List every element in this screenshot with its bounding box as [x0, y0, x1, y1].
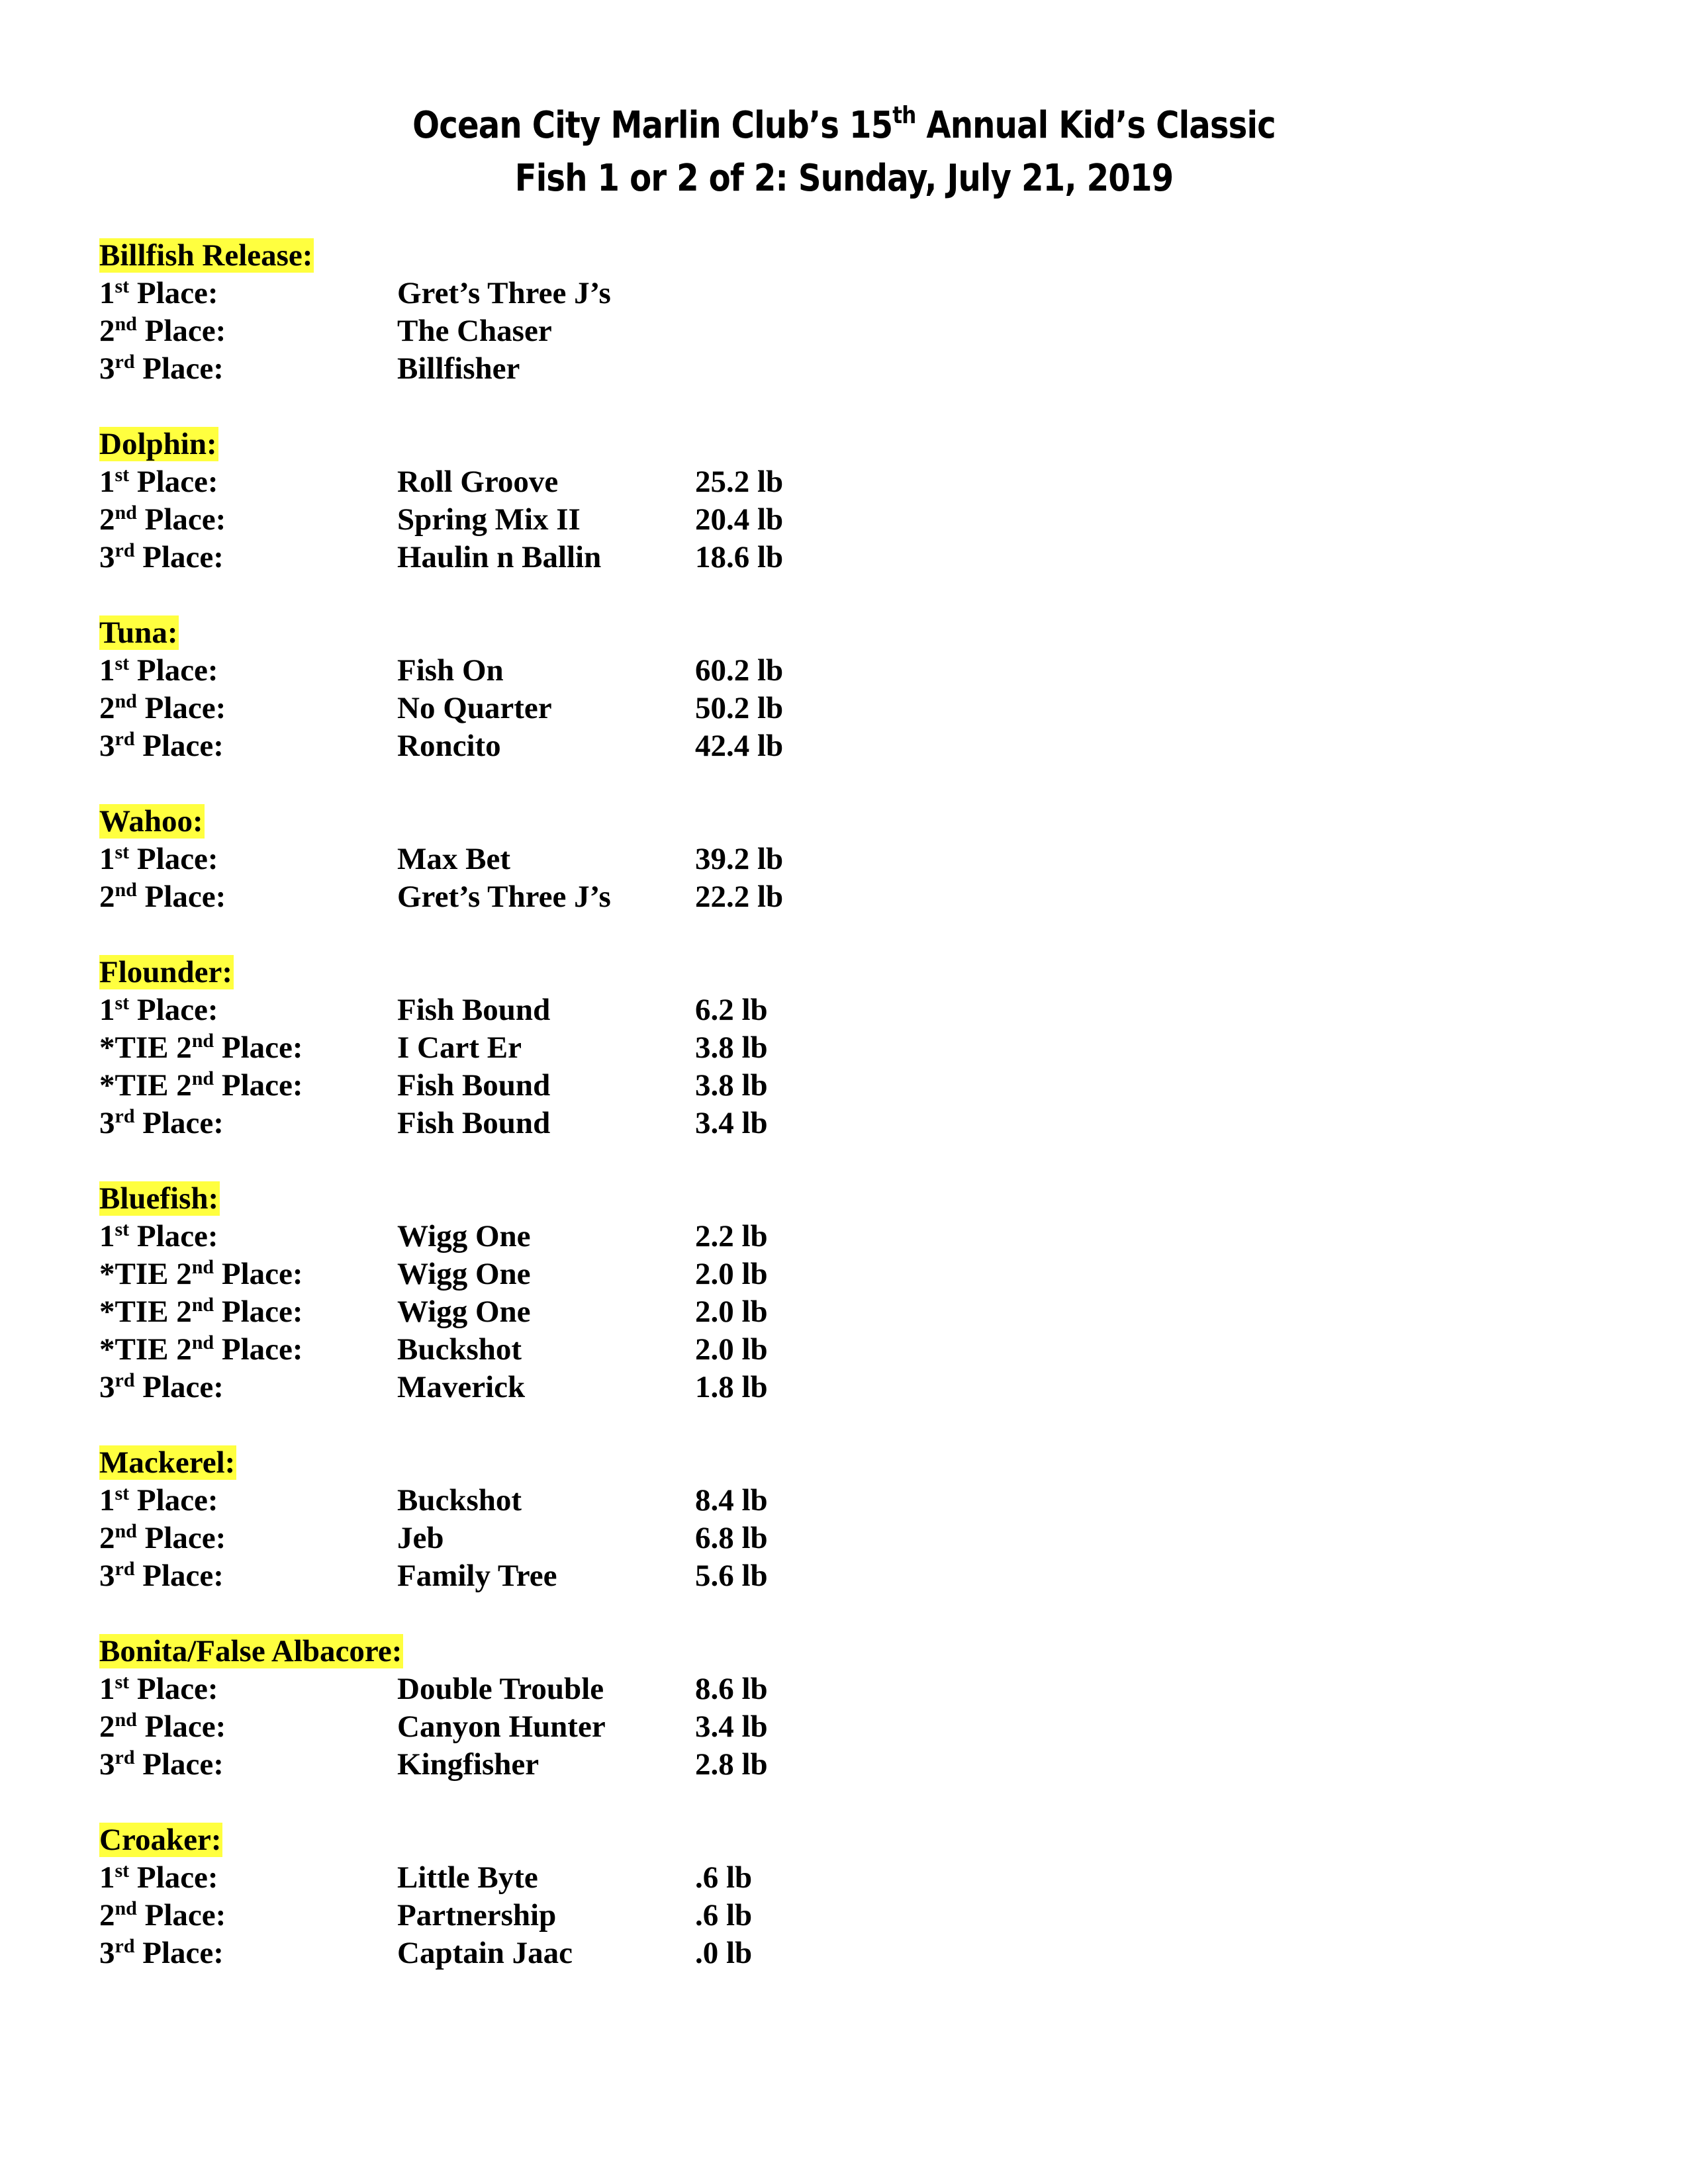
- place-suffix: Place:: [136, 880, 226, 914]
- boat-name: Jeb: [397, 1521, 444, 1555]
- fish-weight: 2.0 lb: [695, 1332, 768, 1367]
- category-section: [99, 426, 1589, 576]
- boat-name: Partnership: [397, 1898, 557, 1933]
- fish-weight: 22.2 lb: [695, 880, 784, 914]
- place-number: 1: [99, 1219, 115, 1253]
- category-name: Bonita/False Albacore:: [99, 1634, 402, 1668]
- fish-weight: 2.0 lb: [695, 1295, 768, 1329]
- page-title: [118, 99, 1570, 152]
- place-number: 2: [99, 691, 115, 725]
- place-suffix: Place:: [134, 540, 224, 574]
- category-section: [99, 803, 1589, 916]
- fish-weight: 5.6 lb: [695, 1559, 768, 1593]
- result-row: [99, 1557, 1589, 1595]
- place-label: [99, 1670, 218, 1708]
- result-row: [99, 1255, 1589, 1293]
- place-ordinal: nd: [115, 1897, 137, 1919]
- result-row: [99, 1482, 1589, 1520]
- boat-name: Max Bet: [397, 842, 510, 876]
- boat-name: No Quarter: [397, 691, 552, 725]
- place-number: 2: [99, 1709, 115, 1744]
- category-section: [99, 237, 1589, 388]
- result-row: [99, 1331, 1589, 1369]
- place-number: 1: [99, 276, 115, 310]
- boat-name: Fish Bound: [397, 993, 551, 1027]
- place-label: [99, 1859, 218, 1897]
- place-suffix: Place:: [134, 1559, 224, 1593]
- result-row: [99, 1708, 1589, 1746]
- result-row: [99, 1067, 1589, 1105]
- place-label: [99, 463, 218, 501]
- place-suffix: Place:: [134, 351, 224, 386]
- category-section: [99, 1180, 1589, 1406]
- place-suffix: Place:: [134, 729, 224, 763]
- title-ordinal-suffix: th: [892, 102, 916, 129]
- fish-weight: .6 lb: [695, 1860, 753, 1895]
- category-name: Croaker:: [99, 1823, 222, 1857]
- boat-name: Family Tree: [397, 1559, 557, 1593]
- place-label: [99, 350, 224, 388]
- result-row: [99, 539, 1589, 576]
- result-row: [99, 312, 1589, 350]
- fish-weight: 42.4 lb: [695, 729, 784, 763]
- result-row: [99, 1934, 1589, 1972]
- place-number: 2: [99, 1521, 115, 1555]
- place-ordinal: rd: [115, 351, 135, 373]
- place-ordinal: rd: [115, 1747, 135, 1768]
- place-number: 2: [176, 1030, 192, 1065]
- boat-name: Buckshot: [397, 1332, 522, 1367]
- boat-name: I Cart Er: [397, 1030, 522, 1065]
- place-suffix: Place:: [136, 314, 226, 348]
- place-ordinal: nd: [115, 879, 137, 901]
- fish-weight: .0 lb: [695, 1936, 753, 1970]
- boat-name: Billfisher: [397, 351, 520, 386]
- boat-name: Wigg One: [397, 1295, 531, 1329]
- place-suffix: Place:: [129, 1672, 218, 1706]
- place-suffix: Place:: [129, 1219, 218, 1253]
- place-ordinal: rd: [115, 1369, 135, 1391]
- place-ordinal: nd: [115, 690, 137, 712]
- result-row: [99, 841, 1589, 878]
- place-label: [99, 1520, 226, 1557]
- category-heading: [99, 803, 1589, 841]
- place-number: 3: [99, 1936, 115, 1970]
- fish-weight: 39.2 lb: [695, 842, 784, 876]
- place-number: 2: [99, 502, 115, 537]
- place-number: 1: [99, 465, 115, 499]
- result-row: [99, 727, 1589, 765]
- result-row: [99, 501, 1589, 539]
- fish-weight: 6.8 lb: [695, 1521, 768, 1555]
- place-number: 1: [99, 1672, 115, 1706]
- place-suffix: Place:: [129, 842, 218, 876]
- fish-weight: 2.8 lb: [695, 1747, 768, 1782]
- place-label: [99, 1934, 224, 1972]
- category-heading: [99, 426, 1589, 463]
- place-ordinal: rd: [115, 728, 135, 750]
- category-name: Mackerel:: [99, 1445, 236, 1480]
- boat-name: The Chaser: [397, 314, 552, 348]
- place-suffix: Place:: [134, 1370, 224, 1404]
- place-label: [99, 539, 224, 576]
- place-prefix: *TIE: [99, 1068, 177, 1103]
- place-suffix: Place:: [136, 691, 226, 725]
- place-suffix: Place:: [214, 1295, 303, 1329]
- result-row: [99, 690, 1589, 727]
- boat-name: Captain Jaac: [397, 1936, 573, 1970]
- title-line1-rest: Annual Kid’s Classic: [915, 104, 1276, 147]
- category-section: [99, 614, 1589, 765]
- boat-name: Gret’s Three J’s: [397, 276, 611, 310]
- place-label: [99, 727, 224, 765]
- place-number: 2: [99, 314, 115, 348]
- place-suffix: Place:: [136, 1898, 226, 1933]
- result-row: [99, 1859, 1589, 1897]
- place-ordinal: rd: [115, 1105, 135, 1127]
- result-row: [99, 463, 1589, 501]
- place-ordinal: st: [115, 1671, 130, 1693]
- place-label: [99, 1482, 218, 1520]
- place-label: [99, 991, 218, 1029]
- boat-name: Roncito: [397, 729, 501, 763]
- place-number: 3: [99, 1370, 115, 1404]
- place-suffix: Place:: [134, 1106, 224, 1140]
- place-ordinal: nd: [115, 1520, 137, 1542]
- place-prefix: *TIE: [99, 1257, 177, 1291]
- result-row: [99, 1897, 1589, 1934]
- place-number: 2: [176, 1295, 192, 1329]
- place-suffix: Place:: [214, 1068, 303, 1103]
- place-ordinal: nd: [191, 1332, 214, 1353]
- place-label: [99, 312, 226, 350]
- fish-weight: 3.4 lb: [695, 1106, 768, 1140]
- result-row: [99, 1293, 1589, 1331]
- fish-weight: 8.6 lb: [695, 1672, 768, 1706]
- place-number: 3: [99, 1106, 115, 1140]
- fish-weight: 3.4 lb: [695, 1709, 768, 1744]
- place-label: [99, 1557, 224, 1595]
- place-label: [99, 841, 218, 878]
- place-suffix: Place:: [136, 502, 226, 537]
- place-ordinal: st: [115, 1218, 130, 1240]
- place-ordinal: nd: [191, 1294, 214, 1316]
- place-ordinal: nd: [115, 313, 137, 335]
- boat-name: Wigg One: [397, 1257, 531, 1291]
- place-label: [99, 1331, 303, 1369]
- result-row: [99, 1520, 1589, 1557]
- place-ordinal: nd: [191, 1068, 214, 1089]
- place-prefix: *TIE: [99, 1295, 177, 1329]
- place-number: 2: [99, 1898, 115, 1933]
- fish-weight: .6 lb: [695, 1898, 753, 1933]
- fish-weight: 3.8 lb: [695, 1068, 768, 1103]
- place-ordinal: nd: [115, 1709, 137, 1731]
- place-label: [99, 1067, 303, 1105]
- place-ordinal: st: [115, 841, 130, 863]
- place-suffix: Place:: [129, 1483, 218, 1518]
- result-row: [99, 350, 1589, 388]
- place-suffix: Place:: [214, 1332, 303, 1367]
- place-number: 1: [99, 653, 115, 688]
- boat-name: Spring Mix II: [397, 502, 581, 537]
- place-suffix: Place:: [129, 276, 218, 310]
- place-suffix: Place:: [129, 465, 218, 499]
- place-number: 3: [99, 1559, 115, 1593]
- place-label: [99, 1369, 224, 1406]
- place-ordinal: rd: [115, 539, 135, 561]
- place-label: [99, 1746, 224, 1784]
- category-section: [99, 1821, 1589, 1972]
- result-row: [99, 991, 1589, 1029]
- place-ordinal: rd: [115, 1558, 135, 1580]
- place-ordinal: st: [115, 275, 130, 297]
- category-name: Bluefish:: [99, 1181, 219, 1216]
- place-suffix: Place:: [134, 1936, 224, 1970]
- place-number: 1: [99, 1483, 115, 1518]
- fish-weight: 8.4 lb: [695, 1483, 768, 1518]
- result-row: [99, 1670, 1589, 1708]
- fish-weight: 18.6 lb: [695, 540, 784, 574]
- place-number: 2: [176, 1257, 192, 1291]
- boat-name: Fish Bound: [397, 1106, 551, 1140]
- place-suffix: Place:: [129, 993, 218, 1027]
- category-name: Wahoo:: [99, 804, 203, 839]
- boat-name: Gret’s Three J’s: [397, 880, 611, 914]
- category-heading: [99, 1821, 1589, 1859]
- place-suffix: Place:: [129, 653, 218, 688]
- place-label: [99, 1029, 303, 1067]
- boat-name: Roll Groove: [397, 465, 559, 499]
- category-section: [99, 1444, 1589, 1595]
- page-subtitle: Fish 1 or 2 of 2: Sunday, July 21, 2019: [514, 157, 1174, 200]
- category-section: [99, 954, 1589, 1142]
- place-ordinal: nd: [191, 1256, 214, 1278]
- place-label: [99, 1255, 303, 1293]
- place-ordinal: st: [115, 992, 130, 1014]
- result-row: [99, 1218, 1589, 1255]
- place-ordinal: nd: [115, 502, 137, 523]
- place-number: 2: [99, 880, 115, 914]
- fish-weight: 25.2 lb: [695, 465, 784, 499]
- place-label: [99, 690, 226, 727]
- boat-name: Kingfisher: [397, 1747, 539, 1782]
- place-label: [99, 1897, 226, 1934]
- boat-name: Buckshot: [397, 1483, 522, 1518]
- title-line1-text: Ocean City Marlin Club’s 15: [412, 104, 893, 147]
- place-number: 3: [99, 1747, 115, 1782]
- category-heading: [99, 1180, 1589, 1218]
- results-list: [99, 237, 1589, 2010]
- place-suffix: Place:: [136, 1521, 226, 1555]
- fish-weight: 6.2 lb: [695, 993, 768, 1027]
- place-ordinal: st: [115, 653, 130, 674]
- fish-weight: 60.2 lb: [695, 653, 784, 688]
- result-row: [99, 1746, 1589, 1784]
- place-prefix: *TIE: [99, 1332, 177, 1367]
- boat-name: Fish On: [397, 653, 504, 688]
- place-label: [99, 878, 226, 916]
- place-suffix: Place:: [214, 1030, 303, 1065]
- boat-name: Haulin n Ballin: [397, 540, 602, 574]
- place-suffix: Place:: [129, 1860, 218, 1895]
- place-ordinal: nd: [191, 1030, 214, 1052]
- fish-weight: 2.2 lb: [695, 1219, 768, 1253]
- place-suffix: Place:: [134, 1747, 224, 1782]
- place-label: [99, 1708, 226, 1746]
- result-row: [99, 275, 1589, 312]
- place-label: [99, 1218, 218, 1255]
- fish-weight: 1.8 lb: [695, 1370, 768, 1404]
- fish-weight: 20.4 lb: [695, 502, 784, 537]
- place-label: [99, 275, 218, 312]
- category-heading: [99, 237, 1589, 275]
- category-name: Tuna:: [99, 615, 178, 650]
- place-label: [99, 1293, 303, 1331]
- boat-name: Fish Bound: [397, 1068, 551, 1103]
- boat-name: Maverick: [397, 1370, 526, 1404]
- place-label: [99, 501, 226, 539]
- place-number: 3: [99, 351, 115, 386]
- result-row: [99, 652, 1589, 690]
- result-row: [99, 878, 1589, 916]
- place-number: 1: [99, 842, 115, 876]
- category-name: Dolphin:: [99, 427, 217, 461]
- place-number: 3: [99, 540, 115, 574]
- fish-weight: 3.8 lb: [695, 1030, 768, 1065]
- place-prefix: *TIE: [99, 1030, 177, 1065]
- place-label: [99, 652, 218, 690]
- place-number: 1: [99, 1860, 115, 1895]
- result-row: [99, 1369, 1589, 1406]
- boat-name: Little Byte: [397, 1860, 538, 1895]
- category-heading: [99, 1444, 1589, 1482]
- place-number: 3: [99, 729, 115, 763]
- result-row: [99, 1105, 1589, 1142]
- category-name: Billfish Release:: [99, 238, 313, 273]
- boat-name: Canyon Hunter: [397, 1709, 606, 1744]
- place-number: 2: [176, 1068, 192, 1103]
- place-ordinal: st: [115, 464, 130, 486]
- place-ordinal: st: [115, 1860, 130, 1882]
- place-suffix: Place:: [136, 1709, 226, 1744]
- result-row: [99, 1029, 1589, 1067]
- place-number: 2: [176, 1332, 192, 1367]
- category-heading: [99, 1633, 1589, 1670]
- category-heading: [99, 954, 1589, 991]
- fish-weight: 2.0 lb: [695, 1257, 768, 1291]
- boat-name: Double Trouble: [397, 1672, 604, 1706]
- place-ordinal: rd: [115, 1935, 135, 1957]
- place-suffix: Place:: [214, 1257, 303, 1291]
- boat-name: Wigg One: [397, 1219, 531, 1253]
- place-ordinal: st: [115, 1482, 130, 1504]
- place-number: 1: [99, 993, 115, 1027]
- category-name: Flounder:: [99, 955, 233, 989]
- category-heading: [99, 614, 1589, 652]
- fish-weight: 50.2 lb: [695, 691, 784, 725]
- category-section: [99, 1633, 1589, 1784]
- place-label: [99, 1105, 224, 1142]
